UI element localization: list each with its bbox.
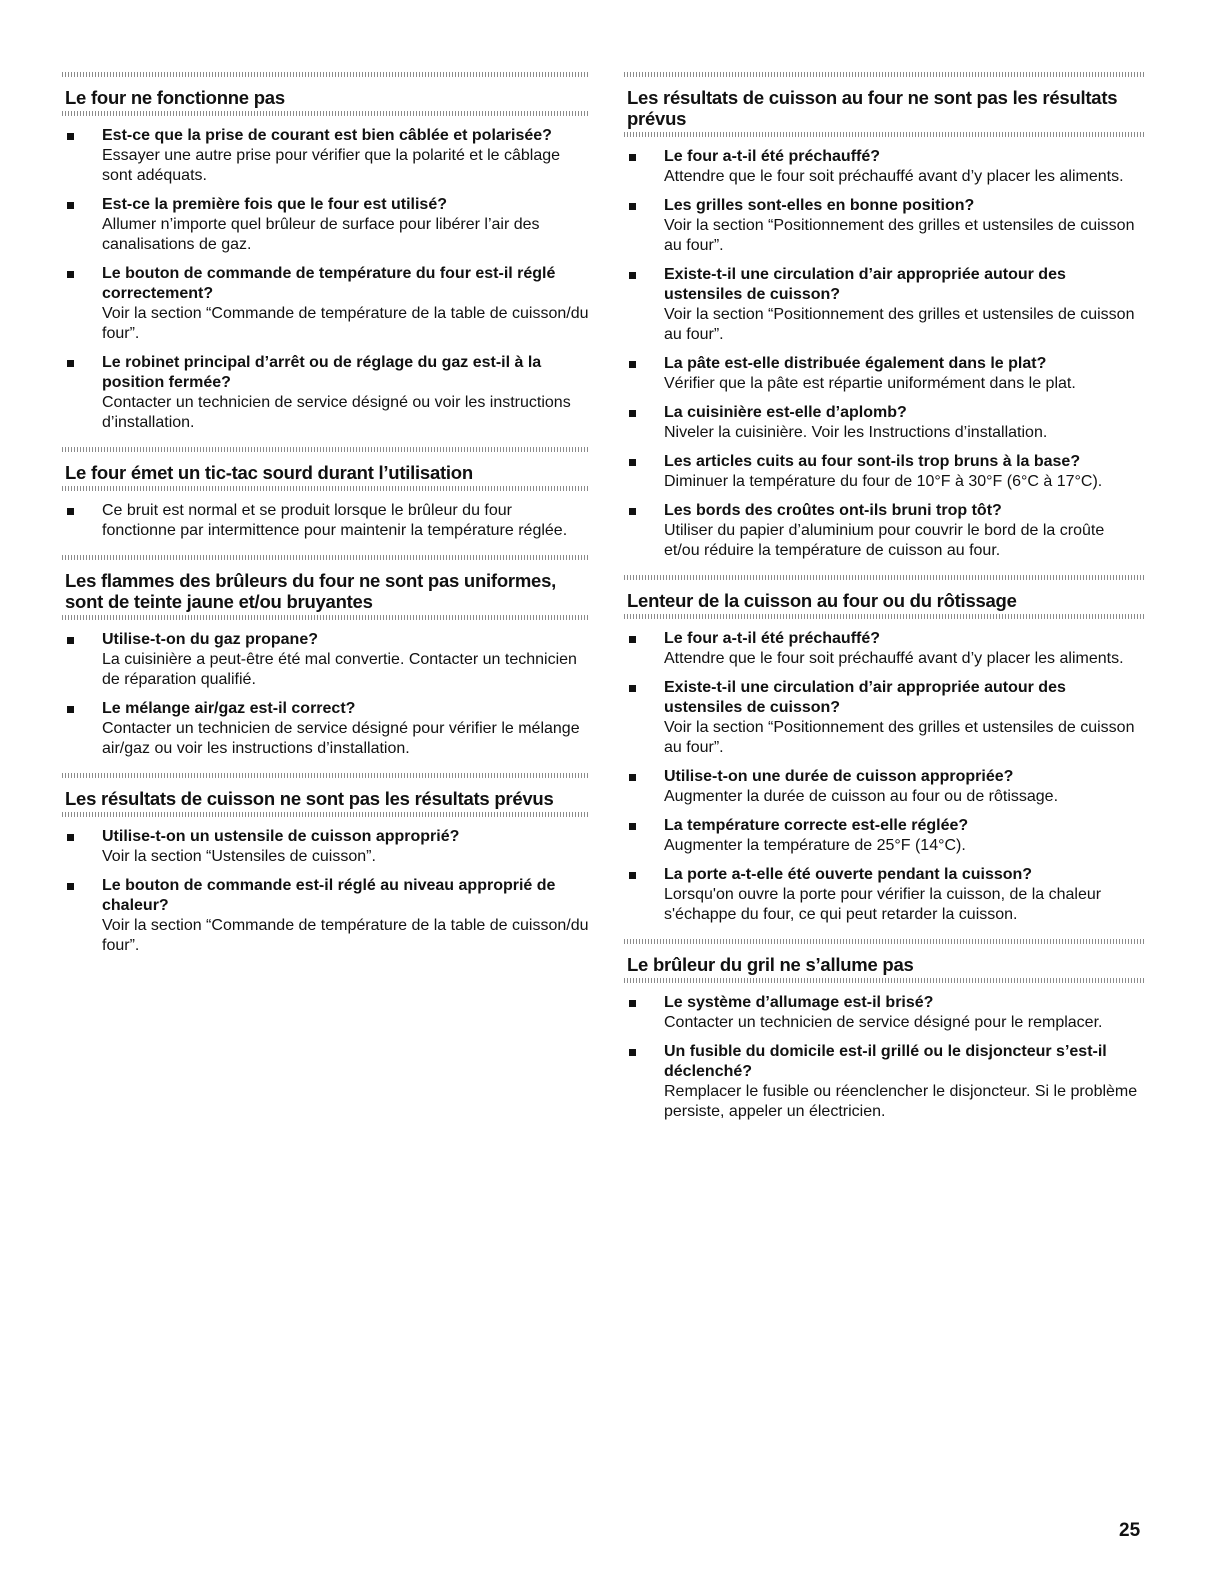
list-item (62, 827, 590, 867)
section-les-flammes-des-bruleurs-du-four-ne-sont (62, 555, 590, 759)
answer-text: Allumer n’importe quel brûleur de surface pour libérer l’air des canalisations de gaz. (102, 216, 540, 253)
section-title: Les résultats de cuisson au four ne sont pas les résultats prévus (627, 87, 1118, 129)
list-item (624, 452, 1144, 492)
section-le-four-ne-fonctionne-pas (62, 72, 590, 433)
question-text: Existe-t-il une circulation d’air appropriée autour des ustensiles de cuisson? (664, 266, 1066, 303)
answer-text: Contacter un technicien de service désigné ou voir les instructions d’installation. (102, 394, 571, 431)
section-les-resultats-de-cuisson-ne-sont-pas-les (62, 773, 590, 956)
question-text: Le système d’allumage est-il brisé? (664, 994, 934, 1011)
question-text: Le four a-t-il été préchauffé? (664, 630, 881, 647)
list-item (624, 265, 1144, 345)
section-divider-bottom (62, 111, 590, 116)
question-text: Un fusible du domicile est-il grillé ou le disjoncteur s’est-il déclenché? (664, 1043, 1107, 1080)
question-text: Utilise-t-on un ustensile de cuisson approprié? (102, 828, 460, 845)
list-item (62, 876, 590, 956)
answer-text: Essayer une autre prise pour vérifier que la polarité et le câblage sont adéquats. (102, 147, 561, 184)
list-item (624, 678, 1144, 758)
section-divider-bottom (624, 978, 1144, 983)
list-item (624, 993, 1144, 1033)
section-le-four-emet-un-tic-tac-sourd-durant-l-u (62, 447, 590, 541)
section-title: Les flammes des brûleurs du four ne sont pas uniformes, sont de teinte jaune et/ou bruyantes (65, 570, 556, 612)
answer-text: Voir la section “Positionnement des grilles et ustensiles de cuisson au four”. (664, 719, 1135, 756)
question-text: Le four a-t-il été préchauffé? (664, 148, 881, 165)
list-item (62, 264, 590, 344)
answer-text: Voir la section “Positionnement des grilles et ustensiles de cuisson au four”. (664, 306, 1135, 343)
question-text: Le bouton de commande de température du four est-il réglé correctement? (102, 265, 556, 302)
question-text: Utilise-t-on du gaz propane? (102, 631, 318, 648)
answer-text: La cuisinière a peut-être été mal convertie. Contacter un technicien de réparation qualifié. (102, 651, 577, 688)
question-text: Les grilles sont-elles en bonne position? (664, 197, 975, 214)
list-item (624, 1042, 1144, 1122)
list-item (624, 865, 1144, 925)
answer-text: Attendre que le four soit préchauffé avant d’y placer les aliments. (664, 168, 1124, 185)
list-item (62, 501, 590, 541)
section-title: Lenteur de la cuisson au four ou du rôtissage (627, 590, 1017, 611)
section-divider-bottom (624, 614, 1144, 619)
question-text: Est-ce la première fois que le four est utilisé? (102, 196, 447, 213)
answer-text: Voir la section “Commande de température de la table de cuisson/du four”. (102, 917, 589, 954)
section-title: Le four ne fonctionne pas (65, 87, 285, 108)
left-column (62, 72, 590, 970)
question-text: Les bords des croûtes ont-ils bruni trop tôt? (664, 502, 1002, 519)
answer-text: Voir la section “Positionnement des grilles et ustensiles de cuisson au four”. (664, 217, 1135, 254)
question-text: Le robinet principal d’arrêt ou de réglage du gaz est-il à la position fermée? (102, 354, 542, 391)
question-text: Est-ce que la prise de courant est bien câblée et polarisée? (102, 127, 552, 144)
answer-text: Voir la section “Ustensiles de cuisson”. (102, 848, 376, 865)
troubleshooting-list (624, 147, 1144, 561)
section-title: Le brûleur du gril ne s’allume pas (627, 954, 914, 975)
answer-text: Voir la section “Commande de température de la table de cuisson/du four”. (102, 305, 589, 342)
question-text: La porte a-t-elle été ouverte pendant la cuisson? (664, 866, 1033, 883)
answer-text: Niveler la cuisinière. Voir les Instructions d’installation. (664, 424, 1048, 441)
list-item (624, 767, 1144, 807)
list-item (62, 699, 590, 759)
question-text: Les articles cuits au four sont-ils trop bruns à la base? (664, 453, 1081, 470)
answer-text: Contacter un technicien de service désigné pour vérifier le mélange air/gaz ou voir les instructions d’installation. (102, 720, 580, 757)
list-item (624, 196, 1144, 256)
right-column (624, 72, 1144, 1136)
section-le-bruleur-du-gril-ne-s-allume-pas (624, 939, 1144, 1122)
question-text: La cuisinière est-elle d’aplomb? (664, 404, 907, 421)
section-divider-bottom (62, 486, 590, 491)
answer-text: Augmenter la durée de cuisson au four ou de rôtissage. (664, 788, 1059, 805)
question-text: Utilise-t-on une durée de cuisson appropriée? (664, 768, 1014, 785)
list-item (624, 147, 1144, 187)
section-divider-bottom (62, 615, 590, 620)
troubleshooting-list (62, 126, 590, 433)
question-text: La pâte est-elle distribuée également dans le plat? (664, 355, 1047, 372)
question-text: La température correcte est-elle réglée? (664, 817, 969, 834)
answer-text: Attendre que le four soit préchauffé avant d’y placer les aliments. (664, 650, 1124, 667)
list-item (624, 501, 1144, 561)
section-title: Le four émet un tic-tac sourd durant l’utilisation (65, 462, 473, 483)
answer-text: Augmenter la température de 25°F (14°C). (664, 837, 966, 854)
section-divider-bottom (624, 132, 1144, 137)
list-item (624, 629, 1144, 669)
question-text: Le bouton de commande est-il réglé au niveau approprié de chaleur? (102, 877, 556, 914)
answer-text: Utiliser du papier d’aluminium pour couvrir le bord de la croûte et/ou réduire la température de cuisson au four. (664, 522, 1105, 559)
list-item (62, 126, 590, 186)
question-text: Existe-t-il une circulation d’air appropriée autour des ustensiles de cuisson? (664, 679, 1066, 716)
answer-text: Lorsqu'on ouvre la porte pour vérifier la cuisson, de la chaleur s'échappe du four, ce qui peut retarder la cuisson. (664, 886, 1102, 923)
troubleshooting-list (62, 501, 590, 541)
question-text: Le mélange air/gaz est-il correct? (102, 700, 356, 717)
list-item (624, 816, 1144, 856)
answer-text: Vérifier que la pâte est répartie uniformément dans le plat. (664, 375, 1076, 392)
list-item (62, 195, 590, 255)
section-les-resultats-de-cuisson-au-four-ne-sont (624, 72, 1144, 561)
troubleshooting-list (624, 629, 1144, 925)
answer-text: Remplacer le fusible ou réenclencher le disjoncteur. Si le problème persiste, appeler un électricien. (664, 1083, 1138, 1120)
troubleshooting-list (624, 993, 1144, 1122)
troubleshooting-list (62, 630, 590, 759)
list-item (62, 630, 590, 690)
section-divider-bottom (62, 812, 590, 817)
list-item (624, 403, 1144, 443)
list-item (624, 354, 1144, 394)
answer-text: Ce bruit est normal et se produit lorsque le brûleur du four fonctionne par intermittence pour maintenir la température réglée. (102, 502, 568, 539)
list-item (62, 353, 590, 433)
section-title: Les résultats de cuisson ne sont pas les résultats prévus (65, 788, 554, 809)
troubleshooting-list (62, 827, 590, 956)
answer-text: Contacter un technicien de service désigné pour le remplacer. (664, 1014, 1103, 1031)
answer-text: Diminuer la température du four de 10°F à 30°F (6°C à 17°C). (664, 473, 1103, 490)
section-lenteur-de-la-cuisson-au-four-ou-du-roti (624, 575, 1144, 925)
page-number: 25 (1119, 1520, 1141, 1541)
